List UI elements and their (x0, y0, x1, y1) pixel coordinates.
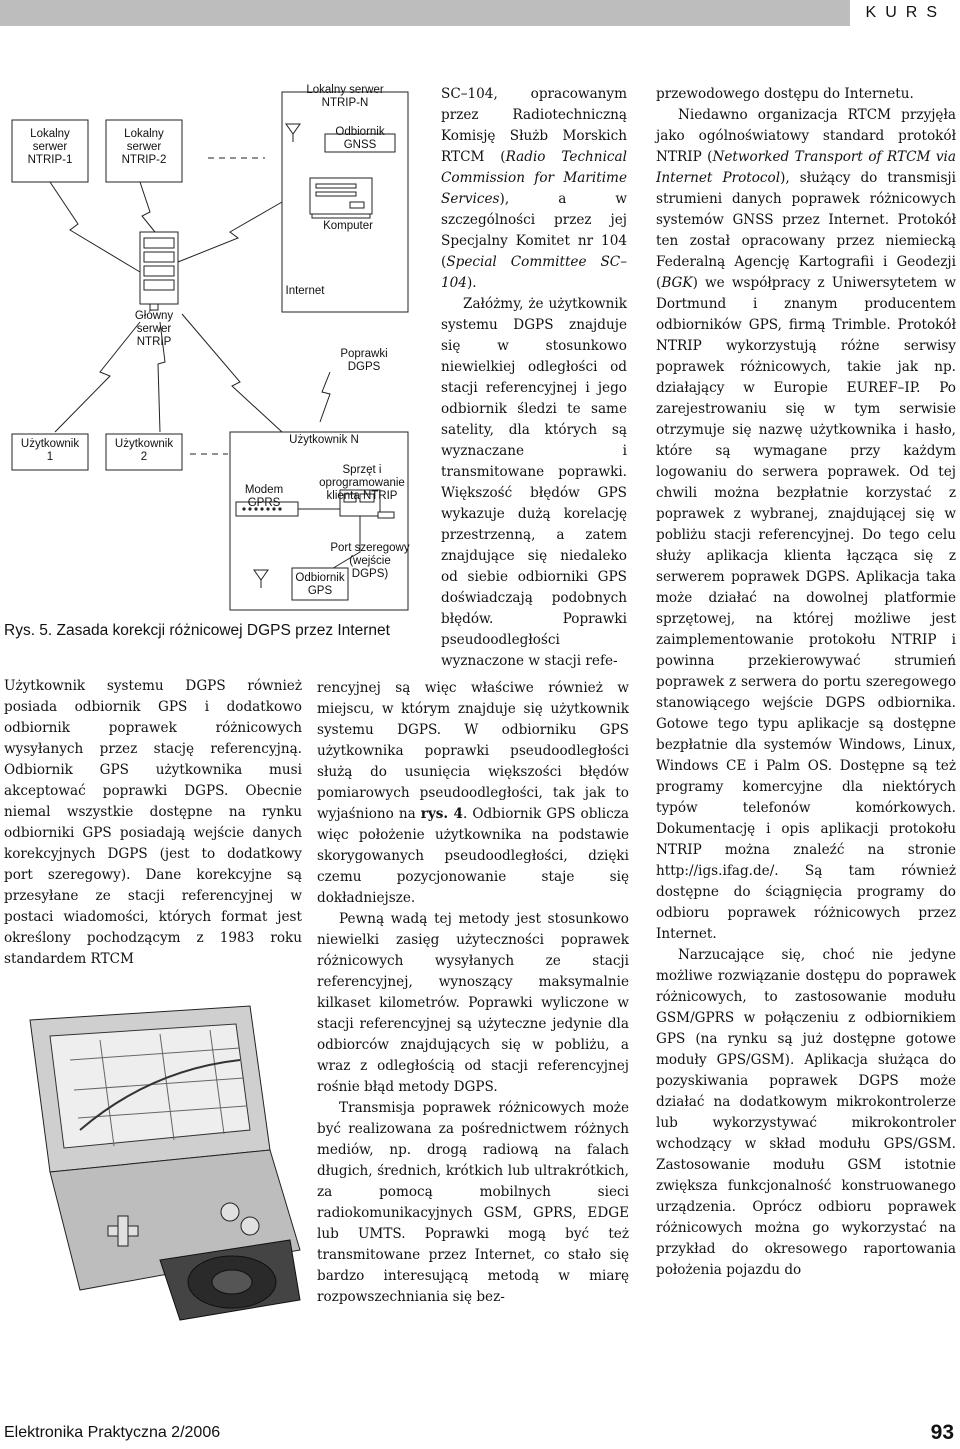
paragraph: przewodowego dostępu do Internetu. (656, 86, 914, 102)
paragraph: Narzucające się, choć nie jedyne możliwe rozwiązanie dostępu do poprawek różnicowych, to zastosowanie modułu GSM/GPRS w połączeniu z odbiornikiem GPS (na rynku są już dostępne gotowe moduły GPS/GSM). Aplikacja służąca do pozyskiwania poprawek DGPS może działać na dodatkowym mikrokontrolerze lub wykorzystywać mikrokontroler wchodzący w skład modułu GPS/GSM. Zastosowanie modułu GSM istotnie zwiększa funkcjonalność konstruowanego urządzenia. Oprócz odbioru poprawek różnicowych można go wykorzystać na przykład do okresowego raportowania położenia pojazdu do (656, 947, 956, 1278)
gps-game-device-image (10, 1000, 310, 1330)
text-column-right (656, 84, 956, 1281)
paragraph: Transmisja poprawek różnicowych może być realizowana za pośrednictwem różnych mediów, np. drogą radiową na falach długich, średnich, krótkich lub ultrakrótkich, za pomocą mobilnych sieci radiokomunikacyjnych GSM, GPRS, EDGE lub UMTS. Poprawki mogą być też transmitowane przez Internet, co stało się bardzo interesującą metodą w miarę rozpowszechniania się bez- (317, 1100, 629, 1305)
device-illustration (10, 1000, 310, 1330)
figure-caption-text: Zasada korekcji różnicowej DGPS przez Internet (56, 622, 390, 639)
computer-icon (310, 178, 372, 218)
dgps-corrections-label: Poprawki DGPS (340, 348, 388, 373)
paragraph: Niedawno organizacja RTCM przyjęła jako ogólnoświatowy standard protokół NTRIP (Networked Transport of RTCM via Internet Protocol), służący do transmisji strumieni danych poprawek różnicowych systemów GNSS przez Internet. Protokół ten został opracowany przez niemiecką Federalną Agencję Kartografii i Geodezji (BGK) we współpracy z Uniwersytetem w Dortmund i znanym producentem odbiorników GPS, firmą Trimble. Protokół NTRIP wykorzystują różne serwisy poprawek różnicowych, takie jak np. działający w Europie EUREF–IP. Po zarejestrowaniu się w tym serwisie otrzymuje się nazwę użytkownika i hasło, które są wymagane przy każdym logowaniu do serwera poprawek. Od tej chwili można bezpłatnie korzystać z poprawek z wybranej, znajdującej się w pobliżu stacji referencyjnej. Do tego celu służy aplikacja klienta łącząca się z serwerem poprawek DGPS. Aplikacja taka może działać na dowolnej platformie sprzętowej, na której możliwe jest zaimplementowanie protokołu NTRIP i powinna przekierowywać strumień poprawek z serwera do portu szeregowego stanowiącego wejście DGPS odbiornika. Gotowe tego typu aplikacje są dostępne bezpłatnie dla systemów Windows, Linux, Windows CE i Palm OS. Dostępne są też programy komercyjne dla niektórych typów telefonów komórkowych. Dokumentację i opis aplikacji protokołu NTRIP można znaleźć na stronie http://igs.ifag.de/. Są tam również dostępne do ściągnięcia programy do odbioru poprawek różnicowych przez Internet. (656, 107, 957, 942)
userN-label: Użytkownik N (289, 434, 359, 446)
button-b-icon (241, 1217, 259, 1235)
button-a-icon (221, 1203, 239, 1221)
client-hw-label: Sprzęt i oprogramowanie klienta NTRIP (319, 464, 405, 502)
paragraph: rencyjnej są więc właściwe również w miejscu, w którym znajduje się użytkownik systemu DGPS. W odbiorniku GPS użytkownika poprawki pseudoodległości służą do usunięcia większości błędów pomiarowych pseudoodległości, tak jak to wyjaśniono na rys. 4. Odbiornik GPS oblicza więc położenie użytkownika na podstawie skorygowanych pseudoodległości, dzięki czemu pozycjonowanie staje się dokładniejsze. (317, 680, 629, 906)
main-server-label: Główny serwer NTRIP (134, 310, 174, 348)
computer-label: Komputer (323, 220, 373, 232)
page-number: 93 (930, 1421, 954, 1444)
paragraph: Załóżmy, że użytkownik systemu DGPS znajduje się w stosunkowo niewielkiej odległości od stacji referencyjnej i jego odbiornik śledzi te same satelity, dla których są wyznaczane i transmitowane poprawki. Większość błędów GPS wykazuje dużą korelację przestrzenną, a zatem znajdujące się niedaleko od siebie odbiorniki GPS doświadczają podobnych błędów. Poprawki pseudoodległości wyznaczone w stacji refe- (441, 296, 627, 669)
gps-receiver-label: Odbiornik GPS (295, 572, 345, 597)
text-column-middle (317, 678, 629, 1308)
modem-label: Modem GPRS (244, 484, 284, 509)
figure-caption (4, 620, 404, 641)
section-label: KURS (865, 4, 946, 21)
gnss-receiver-label: Odbiornik GNSS (335, 126, 385, 151)
header-bar (0, 0, 850, 26)
serial-port-label: Port szeregowy (wejście DGPS) (330, 542, 410, 580)
magazine-title: Elektronika Praktyczna 2/2006 (4, 1424, 221, 1441)
user2-label: Użytkownik 2 (114, 438, 174, 463)
server2-label: Lokalny serwer NTRIP-2 (121, 128, 167, 166)
user1-label: Użytkownik 1 (20, 438, 80, 463)
text-column-middle-top (441, 84, 627, 672)
text-column-left (4, 676, 302, 970)
serverN-label: Lokalny serwer NTRIP-N (306, 84, 384, 109)
paragraph: Pewną wadą tej metody jest stosunkowo niewielki zasięg użyteczności poprawek różnicowych wysyłanych ze stacji referencyjnej, wynoszący maksymalnie kilkaset kilometrów. Poprawki wyliczone w stacji referencyjnej są użyteczne jedynie dla odbiorców znajdujących się w pobliżu, a wraz z odległością od stacji referencyjnej rośnie błąd metody DGPS. (317, 911, 629, 1095)
main-server-icon (140, 232, 178, 310)
dgps-diagram (0, 82, 420, 632)
paragraph: SC–104, opracowanym przez Radiotechniczną Komisję Służb Morskich RTCM (Radio Technical Commission for Maritime Services), a w szczególności przez jej Specjalny Komitet nr 104 (Special Committee SC–104). (441, 86, 627, 291)
page-header (0, 0, 960, 30)
figure-number: Rys. 5. (4, 622, 53, 639)
server1-label: Lokalny serwer NTRIP-1 (27, 128, 73, 166)
internet-label: Internet (285, 285, 325, 297)
paragraph: Użytkownik systemu DGPS również posiada odbiornik GPS i dodatkowo odbiornik poprawek różnicowych wysyłanych przez stację referencyjną. Odbiornik GPS użytkownika musi akceptować poprawki DGPS. Obecnie niemal wszystkie dostępne na rynku odbiorniki GPS posiadają wejście danych korekcyjnych DGPS (jest to dodatkowy port szeregowy). Dane korekcyjne są przesyłane ze stacji referencyjnej w postaci wiadomości, których format jest określony pochodzącym z 1983 roku standardem RTCM (4, 678, 302, 967)
